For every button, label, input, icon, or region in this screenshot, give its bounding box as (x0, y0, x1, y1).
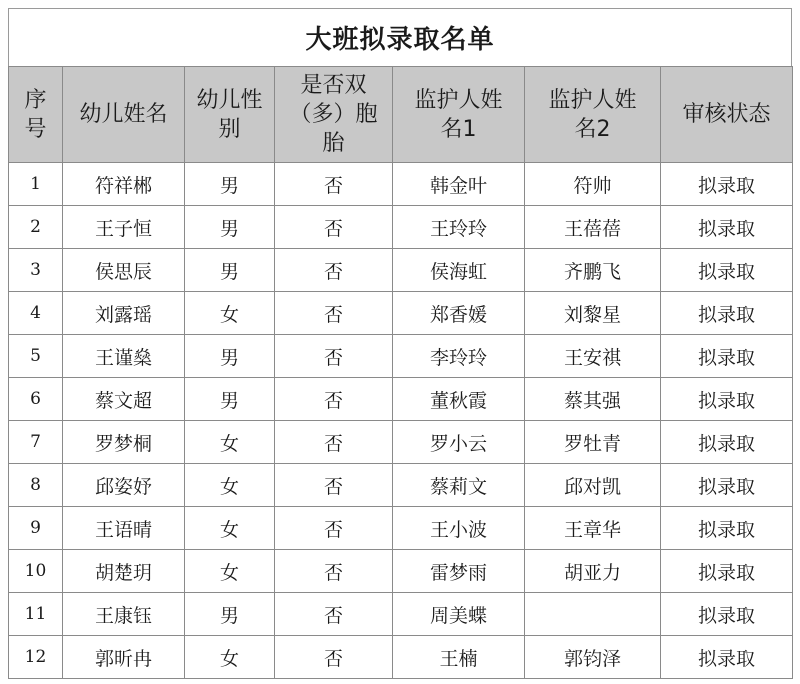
cell-gender: 女 (185, 292, 275, 335)
table-row (9, 163, 793, 206)
cell-gender: 男 (185, 206, 275, 249)
table-row (9, 593, 793, 636)
cell-child-name: 郭昕冉 (63, 636, 185, 679)
cell-child-name: 王谨燊 (63, 335, 185, 378)
cell-seq: 4 (9, 292, 63, 335)
table-row (9, 507, 793, 550)
cell-gender: 女 (185, 421, 275, 464)
cell-twins: 否 (275, 464, 393, 507)
cell-seq: 11 (9, 593, 63, 636)
cell-child-name: 王子恒 (63, 206, 185, 249)
cell-gender: 女 (185, 636, 275, 679)
cell-guardian2: 郭钧泽 (525, 636, 661, 679)
cell-child-name: 王语晴 (63, 507, 185, 550)
table-row (9, 206, 793, 249)
cell-status: 拟录取 (661, 421, 793, 464)
cell-gender: 男 (185, 593, 275, 636)
cell-child-name: 侯思辰 (63, 249, 185, 292)
table-row (9, 421, 793, 464)
cell-guardian2: 蔡其强 (525, 378, 661, 421)
cell-guardian2: 齐鹏飞 (525, 249, 661, 292)
table-header-row (9, 67, 793, 163)
cell-guardian1: 韩金叶 (393, 163, 525, 206)
cell-child-name: 胡楚玥 (63, 550, 185, 593)
cell-status: 拟录取 (661, 335, 793, 378)
table-row (9, 550, 793, 593)
admission-table (8, 66, 793, 679)
header-twins: 是否双 （多）胞 胎 (275, 67, 393, 163)
cell-gender: 女 (185, 507, 275, 550)
cell-seq: 3 (9, 249, 63, 292)
cell-child-name: 刘露瑶 (63, 292, 185, 335)
cell-twins: 否 (275, 206, 393, 249)
cell-twins: 否 (275, 163, 393, 206)
cell-seq: 12 (9, 636, 63, 679)
cell-guardian2: 罗牡青 (525, 421, 661, 464)
cell-seq: 5 (9, 335, 63, 378)
cell-guardian1: 王楠 (393, 636, 525, 679)
sheet-title: 大班拟录取名单 (8, 8, 792, 66)
cell-guardian1: 王小波 (393, 507, 525, 550)
table-row (9, 292, 793, 335)
header-status: 审核状态 (661, 67, 793, 163)
header-guardian1: 监护人姓 名1 (393, 67, 525, 163)
table-row (9, 464, 793, 507)
cell-child-name: 邱姿妤 (63, 464, 185, 507)
cell-guardian1: 郑香媛 (393, 292, 525, 335)
header-child-name: 幼儿姓名 (63, 67, 185, 163)
cell-guardian2 (525, 593, 661, 636)
cell-guardian1: 蔡莉文 (393, 464, 525, 507)
cell-seq: 8 (9, 464, 63, 507)
cell-status: 拟录取 (661, 550, 793, 593)
table-body (9, 163, 793, 679)
cell-status: 拟录取 (661, 292, 793, 335)
cell-guardian2: 王安祺 (525, 335, 661, 378)
cell-status: 拟录取 (661, 464, 793, 507)
table-row (9, 249, 793, 292)
cell-twins: 否 (275, 421, 393, 464)
cell-seq: 1 (9, 163, 63, 206)
cell-guardian1: 罗小云 (393, 421, 525, 464)
table-row (9, 636, 793, 679)
cell-status: 拟录取 (661, 593, 793, 636)
cell-seq: 10 (9, 550, 63, 593)
cell-gender: 男 (185, 163, 275, 206)
cell-guardian2: 王章华 (525, 507, 661, 550)
table-row (9, 378, 793, 421)
cell-guardian1: 王玲玲 (393, 206, 525, 249)
cell-status: 拟录取 (661, 206, 793, 249)
cell-status: 拟录取 (661, 507, 793, 550)
cell-gender: 女 (185, 550, 275, 593)
header-seq: 序 号 (9, 67, 63, 163)
cell-guardian2: 符帅 (525, 163, 661, 206)
cell-twins: 否 (275, 593, 393, 636)
table-row (9, 335, 793, 378)
cell-guardian1: 李玲玲 (393, 335, 525, 378)
cell-guardian2: 刘黎星 (525, 292, 661, 335)
cell-twins: 否 (275, 507, 393, 550)
cell-guardian2: 王蓓蓓 (525, 206, 661, 249)
cell-status: 拟录取 (661, 378, 793, 421)
cell-child-name: 符祥郴 (63, 163, 185, 206)
header-gender: 幼儿性 别 (185, 67, 275, 163)
cell-gender: 男 (185, 378, 275, 421)
cell-twins: 否 (275, 335, 393, 378)
cell-gender: 男 (185, 335, 275, 378)
cell-status: 拟录取 (661, 636, 793, 679)
header-guardian2: 监护人姓 名2 (525, 67, 661, 163)
cell-twins: 否 (275, 249, 393, 292)
cell-twins: 否 (275, 292, 393, 335)
cell-guardian1: 侯海虹 (393, 249, 525, 292)
cell-twins: 否 (275, 550, 393, 593)
cell-status: 拟录取 (661, 249, 793, 292)
cell-gender: 女 (185, 464, 275, 507)
cell-status: 拟录取 (661, 163, 793, 206)
cell-guardian1: 雷梦雨 (393, 550, 525, 593)
cell-seq: 6 (9, 378, 63, 421)
cell-seq: 7 (9, 421, 63, 464)
cell-seq: 2 (9, 206, 63, 249)
admission-list-sheet (8, 8, 792, 679)
cell-gender: 男 (185, 249, 275, 292)
cell-guardian2: 邱对凯 (525, 464, 661, 507)
cell-guardian2: 胡亚力 (525, 550, 661, 593)
cell-child-name: 蔡文超 (63, 378, 185, 421)
cell-seq: 9 (9, 507, 63, 550)
cell-twins: 否 (275, 636, 393, 679)
cell-guardian1: 董秋霞 (393, 378, 525, 421)
cell-guardian1: 周美蝶 (393, 593, 525, 636)
cell-child-name: 罗梦桐 (63, 421, 185, 464)
cell-twins: 否 (275, 378, 393, 421)
cell-child-name: 王康钰 (63, 593, 185, 636)
